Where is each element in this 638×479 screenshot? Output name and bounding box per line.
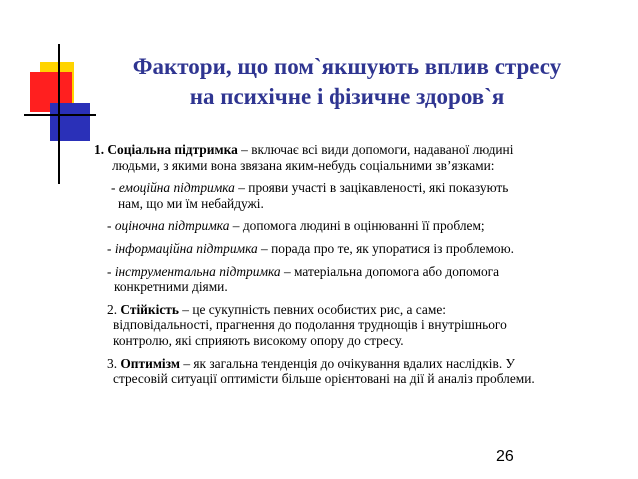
sub-dash: -: [107, 263, 115, 279]
sub-dash: -: [107, 240, 115, 256]
sub-text: – матеріальна допомога або допомога: [280, 263, 500, 279]
item-text: – включає всі види допомоги, надаваної людині: [237, 142, 514, 157]
sub-text: – порада про те, як упоратися із проблемою.: [257, 240, 514, 256]
sub-evaluative-support: [107, 218, 620, 234]
sub-term: емоційна підтримка: [118, 180, 235, 196]
item-term: Стійкість: [120, 301, 179, 317]
sub-text: – прояви участі в зацікавленості, які показують: [234, 180, 509, 196]
sub-informational-support: [107, 241, 620, 257]
item-text-continuation: контролю, які сприяють високому опору до стресу.: [113, 332, 404, 348]
sub-emotional-support: [111, 180, 620, 211]
sub-term: інструментальна підтримка: [114, 263, 281, 279]
sub-instrumental-support: [107, 264, 620, 295]
item-number: 2.: [107, 301, 121, 317]
title-line-1: Фактори, що пом`якшують вплив стресу: [132, 54, 562, 79]
sub-text-continuation: конкретними діями.: [114, 279, 228, 295]
slide-title: [66, 52, 628, 112]
item-text-continuation: відповідальності, прагнення до подолання труднощів і внутрішнього: [113, 317, 507, 333]
item-social-support: [80, 142, 620, 173]
item-term: Соціальна підтримка: [107, 142, 238, 157]
item-term: Оптимізм: [120, 355, 180, 371]
page-number: 26: [496, 448, 514, 465]
item-number: 1.: [94, 142, 108, 157]
item-resilience: [107, 302, 620, 349]
item-text-continuation: стресовій ситуації оптимісти більше орієнтовані на дії й аналіз проблеми.: [113, 371, 535, 387]
item-optimism: [107, 356, 620, 387]
sub-text-continuation: нам, що ми їм небайдужі.: [118, 195, 264, 211]
slide-body: [80, 142, 620, 394]
sub-text: – допомога людині в оцінюванні її проблем;: [229, 218, 485, 234]
sub-dash: -: [107, 218, 115, 234]
item-text: – це сукупність певних особистих рис, а саме:: [178, 301, 446, 317]
title-line-2: на психічне і фізичне здоров`я: [189, 84, 505, 109]
sub-term: оціночна підтримка: [114, 218, 230, 234]
item-number: 3.: [107, 355, 121, 371]
decor-horizontal-line: [24, 114, 96, 116]
item-text-continuation: людьми, з якими вона звязана яким-небудь соціальними зв’язками:: [112, 157, 495, 173]
sub-term: інформаційна підтримка: [114, 240, 258, 256]
sub-dash: -: [111, 180, 119, 196]
item-text: – як загальна тенденція до очікування вдалих наслідків. У: [179, 355, 516, 371]
